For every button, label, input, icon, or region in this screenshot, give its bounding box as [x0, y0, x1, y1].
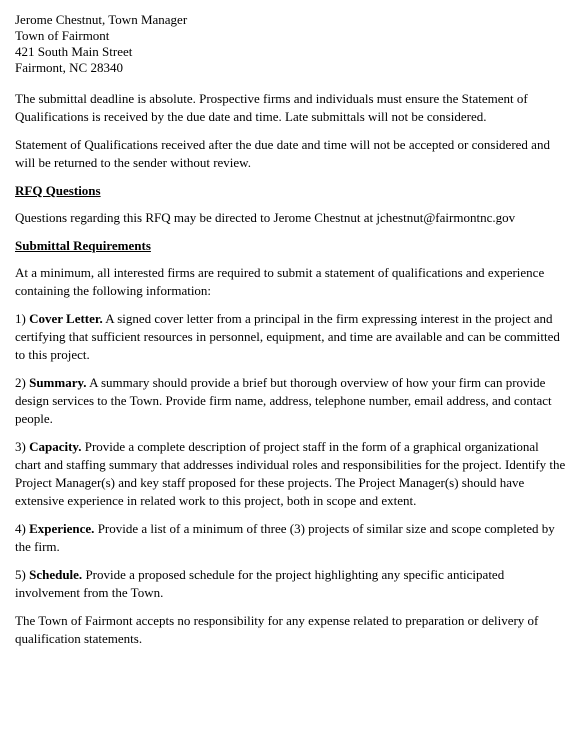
requirement-item-capacity — [15, 438, 567, 510]
requirement-title: Capacity. — [29, 439, 82, 454]
address-line-org: Town of Fairmont — [15, 28, 110, 43]
submittal-requirements-heading: Submittal Requirements — [15, 238, 151, 253]
submittal-intro-paragraph: At a minimum, all interested firms are required to submit a statement of qualifications and experience containing the following information: — [15, 265, 545, 298]
requirement-title: Experience. — [29, 521, 95, 536]
requirement-item-cover-letter — [15, 310, 567, 364]
requirement-text: Provide a proposed schedule for the project highlighting any specific anticipated involvement from the Town. — [15, 567, 505, 600]
requirement-text: Provide a list of a minimum of three (3) projects of similar size and scope completed by the firm. — [15, 521, 555, 554]
requirement-item-experience — [15, 520, 567, 556]
requirement-text: A signed cover letter from a principal in the firm expressing interest in the project and certifying that sufficient resources in personnel, equipment, and time are available and can be committed to this project. — [15, 311, 560, 362]
requirement-number: 4) — [15, 521, 26, 536]
closing-paragraph: The Town of Fairmont accepts no responsibility for any expense related to preparation or delivery of qualification statements. — [15, 613, 539, 646]
rfq-questions-heading: RFQ Questions — [15, 183, 101, 198]
recipient-address-block — [15, 12, 567, 76]
requirement-number: 2) — [15, 375, 26, 390]
requirement-title: Cover Letter. — [29, 311, 103, 326]
document-page — [15, 12, 567, 658]
requirement-number: 3) — [15, 439, 26, 454]
requirement-item-summary — [15, 374, 567, 428]
late-submittal-paragraph: Statement of Qualifications received after the due date and time will not be accepted or considered and will be returned to the sender without review. — [15, 137, 550, 170]
address-line-street: 421 South Main Street — [15, 44, 133, 59]
requirement-text: A summary should provide a brief but thorough overview of how your firm can provide design services to the Town. Provide firm name, address, telephone number, email address, and contact people. — [15, 375, 552, 426]
requirement-title: Schedule. — [29, 567, 83, 582]
requirement-text: Provide a complete description of project staff in the form of a graphical organizational chart and staffing summary that addresses individual roles and responsibilities for the project. Identify the Project Manager(s) and key staff proposed for these projects. The Project Manager(s) should have extensive experience in related work to this project, both in scope and extent. — [15, 439, 566, 508]
requirement-item-schedule — [15, 566, 567, 602]
requirement-title: Summary. — [29, 375, 87, 390]
deadline-paragraph: The submittal deadline is absolute. Prospective firms and individuals must ensure the Statement of Qualifications is received by the due date and time. Late submittals will not be considered. — [15, 91, 528, 124]
rfq-questions-text: Questions regarding this RFQ may be directed to Jerome Chestnut at jchestnut@fairmontnc.gov — [15, 210, 516, 225]
requirement-number: 5) — [15, 567, 26, 582]
address-line-city: Fairmont, NC 28340 — [15, 60, 123, 75]
address-line-name: Jerome Chestnut, Town Manager — [15, 12, 188, 27]
requirement-number: 1) — [15, 311, 26, 326]
